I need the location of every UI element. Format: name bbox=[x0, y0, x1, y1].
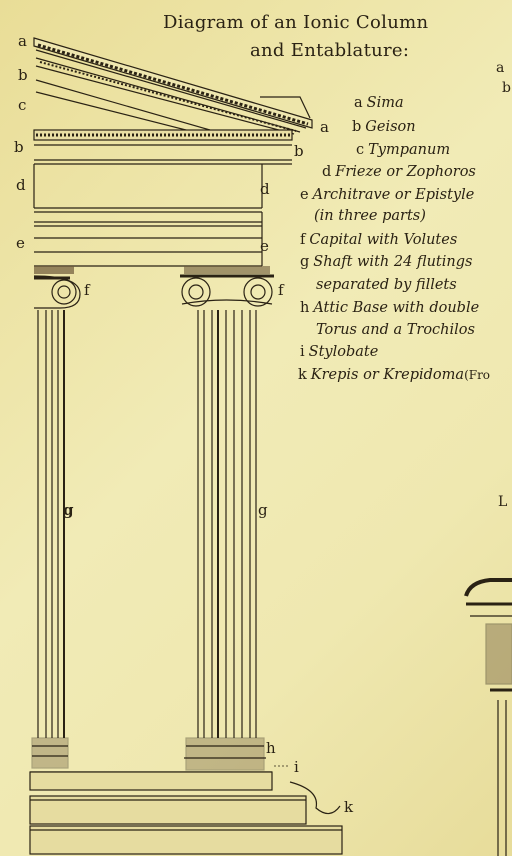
label-g-right-shaft: g bbox=[258, 501, 268, 519]
diagram-title-line2: and Entablature: bbox=[250, 40, 410, 61]
adjacent-column-fragment bbox=[466, 580, 512, 856]
label-i-stylobate: i bbox=[294, 758, 299, 776]
legend-item-stylobate: i Stylobate bbox=[300, 344, 379, 360]
label-a-sima: a bbox=[320, 118, 329, 136]
label-f-left-capital: f bbox=[84, 281, 90, 299]
diagram-title-line1: Diagram of an Ionic Column bbox=[163, 12, 429, 33]
label-d-frieze: d bbox=[260, 180, 270, 198]
label-e-architrave: e bbox=[260, 237, 269, 255]
legend-item-frieze: d Frieze or Zophoros bbox=[322, 164, 476, 180]
legend-item-capital: f Capital with Volutes bbox=[300, 232, 458, 248]
left-label-b: b bbox=[14, 138, 24, 156]
legend-item-geison: b Geison bbox=[352, 119, 416, 135]
left-label-c: c bbox=[18, 96, 27, 114]
label-b-geison: b bbox=[294, 142, 304, 160]
legend-item-base: h Attic Base with double bbox=[300, 300, 480, 316]
clipped-label-L: L bbox=[498, 494, 508, 510]
legend-item-architrave-cont: (in three parts) bbox=[314, 208, 426, 224]
legend-item-shaft-cont: separated by fillets bbox=[316, 277, 457, 293]
geison bbox=[34, 130, 292, 164]
legend-item-architrave: e Architrave or Epistyle bbox=[300, 187, 475, 203]
legend-item-krepis: k Krepis or Krepidoma(Fro bbox=[298, 367, 491, 383]
label-h-base: h bbox=[266, 739, 276, 757]
clipped-label-b: b bbox=[502, 80, 511, 96]
left-label-e: e bbox=[16, 234, 25, 252]
architrave bbox=[34, 212, 262, 266]
label-g-left-shaft: g bbox=[63, 501, 74, 519]
legend-item-sima: a Sima bbox=[354, 95, 404, 111]
clipped-label-a: a bbox=[496, 60, 505, 76]
stylobate-krepis bbox=[30, 772, 342, 854]
left-label-a: a bbox=[18, 32, 27, 50]
left-label-b-top: b bbox=[18, 66, 28, 84]
legend-item-shaft: g Shaft with 24 flutings bbox=[300, 254, 473, 270]
label-k-krepis: k bbox=[344, 798, 354, 816]
legend-item-tympanum: c Tympanum bbox=[356, 142, 451, 158]
frieze bbox=[34, 164, 262, 212]
left-label-d: d bbox=[16, 176, 26, 194]
legend-item-base-cont: Torus and a Trochilos bbox=[316, 322, 475, 338]
label-f-right-capital: f bbox=[278, 281, 284, 299]
